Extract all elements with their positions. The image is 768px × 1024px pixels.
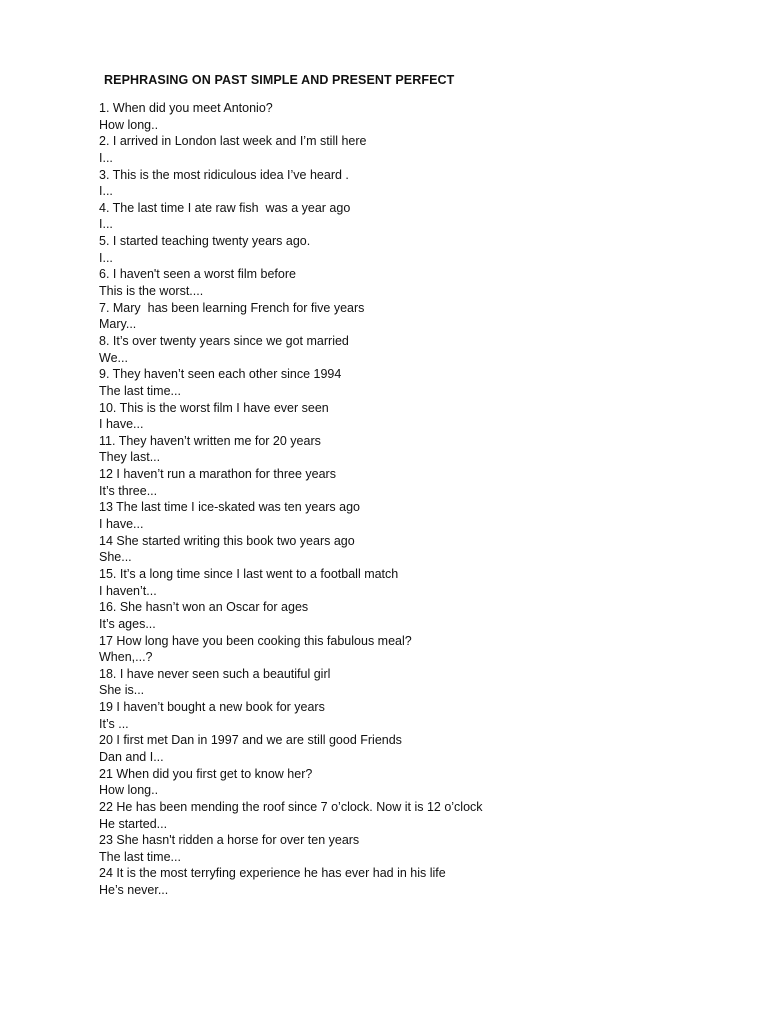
exercise-line: He started... [99,816,168,831]
exercise-line: 12 I haven’t run a marathon for three years [99,467,336,482]
exercise-line: How long.. [99,783,159,798]
exercise-line: 16. She hasn’t won an Oscar for ages [99,600,309,615]
exercise-line: She... [99,550,132,565]
exercise-line: 2. I arrived in London last week and I’m still here [99,134,367,149]
exercise-line: 5. I started teaching twenty years ago. [99,234,311,249]
exercise-line: I... [99,184,113,199]
exercise-line: It’s ... [99,716,129,731]
exercise-line: They last... [99,450,161,465]
exercise-line: 23 She hasn't ridden a horse for over ten years [99,833,360,848]
exercise-line: 10. This is the worst film I have ever seen [99,400,329,415]
exercise-line: 13 The last time I ice-skated was ten years ago [99,500,361,515]
exercise-list [99,100,739,899]
exercise-line: 1. When did you meet Antonio? [99,101,273,115]
exercise-line: 18. I have never seen such a beautiful girl [99,666,331,681]
exercise-line: The last time... [99,383,181,398]
exercise-line: This is the worst.... [99,284,204,299]
exercise-line: 20 I first met Dan in 1997 and we are still good Friends [99,733,402,748]
exercise-line: 6. I haven't seen a worst film before [99,267,296,282]
exercise-line: How long.. [99,117,159,132]
document-title: REPHRASING ON PAST SIMPLE AND PRESENT PERFECT [104,73,455,87]
exercise-line: 24 It is the most terryfing experience he has ever had in his life [99,866,446,881]
exercise-line: 21 When did you first get to know her? [99,766,313,781]
exercise-line: 19 I haven’t bought a new book for years [99,700,325,715]
exercise-line: I... [99,250,113,265]
exercise-line: 4. The last time I ate raw fish was a year ago [99,200,351,215]
exercise-line: I... [99,217,113,232]
exercise-line: 9. They haven’t seen each other since 1994 [99,367,342,382]
exercise-line: 22 He has been mending the roof since 7 o’clock. Now it is 12 o’clock [99,799,483,814]
exercise-line: 14 She started writing this book two years ago [99,533,355,548]
exercise-line: 8. It’s over twenty years since we got married [99,333,349,348]
exercise-line: 15. It’s a long time since I last went to a football match [99,566,399,581]
exercise-line: The last time... [99,849,181,864]
exercise-line: It’s three... [99,483,158,498]
exercise-line: I... [99,150,113,165]
exercise-line: Mary... [99,317,137,332]
exercise-line: When,...? [99,650,153,665]
exercise-line: I have... [99,417,144,432]
exercise-line: 3. This is the most ridiculous idea I’ve heard . [99,167,349,182]
exercise-line: 17 How long have you been cooking this fabulous meal? [99,633,412,648]
exercise-line: 7. Mary has been learning French for five years [99,300,365,315]
exercise-line: He’s never... [99,883,169,898]
exercise-line: It’s ages... [99,616,156,631]
exercise-line: She is... [99,683,145,698]
exercise-line: I haven’t... [99,583,157,598]
exercise-line: We... [99,350,128,365]
exercise-line: 11. They haven’t written me for 20 years [99,433,321,448]
exercise-line: I have... [99,517,144,532]
exercise-line: Dan and I... [99,749,164,764]
